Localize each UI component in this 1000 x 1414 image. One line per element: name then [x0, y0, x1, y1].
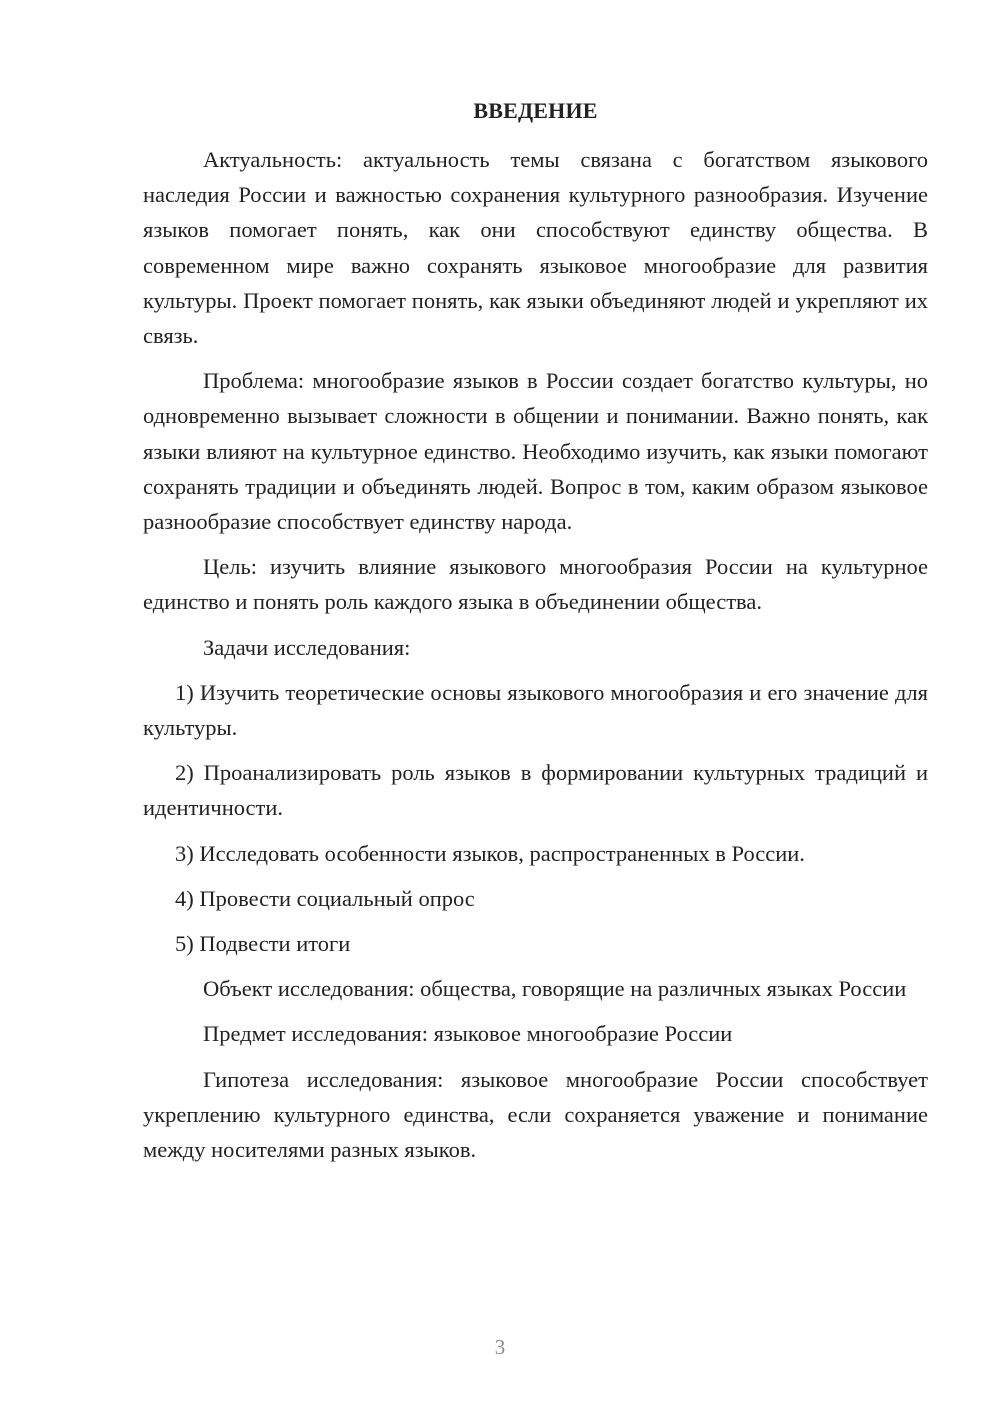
hypothesis-paragraph: Гипотеза исследования: языковое многообразие России способствует укреплению культурного единства, если сохраняется уважение и понимание между носителями разных языков.: [143, 1066, 928, 1163]
task-item-5: 5) Подвести итоги: [175, 931, 351, 957]
relevance-paragraph: Актуальность: актуальность темы связана с богатством языкового наследия России и важностью сохранения культурного разнообразия. Изучение языков помогает понять, как они способствуют единству общества. В современном мире важно сохранять языковое многообразие для развития культуры. Проект помогает понять, как языки объединяют людей и укрепляют их связь.: [143, 147, 928, 349]
document-page: [143, 93, 928, 1177]
page-title: ВВЕДЕНИЕ: [473, 98, 598, 123]
problem-paragraph: Проблема: многообразие языков в России создает богатство культуры, но одновременно вызывает сложности в общении и понимании. Важно понять, как языки влияют на культурное единство. Необходимо изучить, как языки помогают сохранять традиции и объединять людей. Вопрос в том, каким образом языковое разнообразие способствует единству народа.: [143, 368, 928, 535]
goal-paragraph: Цель: изучить влияние языкового многообразия России на культурное единство и понять роль каждого языка в объединении общества.: [143, 554, 928, 615]
task-item-3: 3) Исследовать особенности языков, распространенных в России.: [175, 840, 805, 866]
tasks-heading: Задачи исследования:: [203, 634, 411, 660]
page-number: 3: [494, 1335, 506, 1359]
task-item-2: 2) Проанализировать роль языков в формировании культурных традиций и идентичности.: [143, 760, 928, 821]
subject-paragraph: Предмет исследования: языковое многообразие России: [203, 1021, 733, 1047]
object-paragraph: Объект исследования: общества, говорящие на различных языках России: [203, 976, 907, 1002]
task-item-4: 4) Провести социальный опрос: [175, 885, 475, 911]
task-item-1: 1) Изучить теоретические основы языкового многообразия и его значение для культуры.: [143, 679, 928, 741]
